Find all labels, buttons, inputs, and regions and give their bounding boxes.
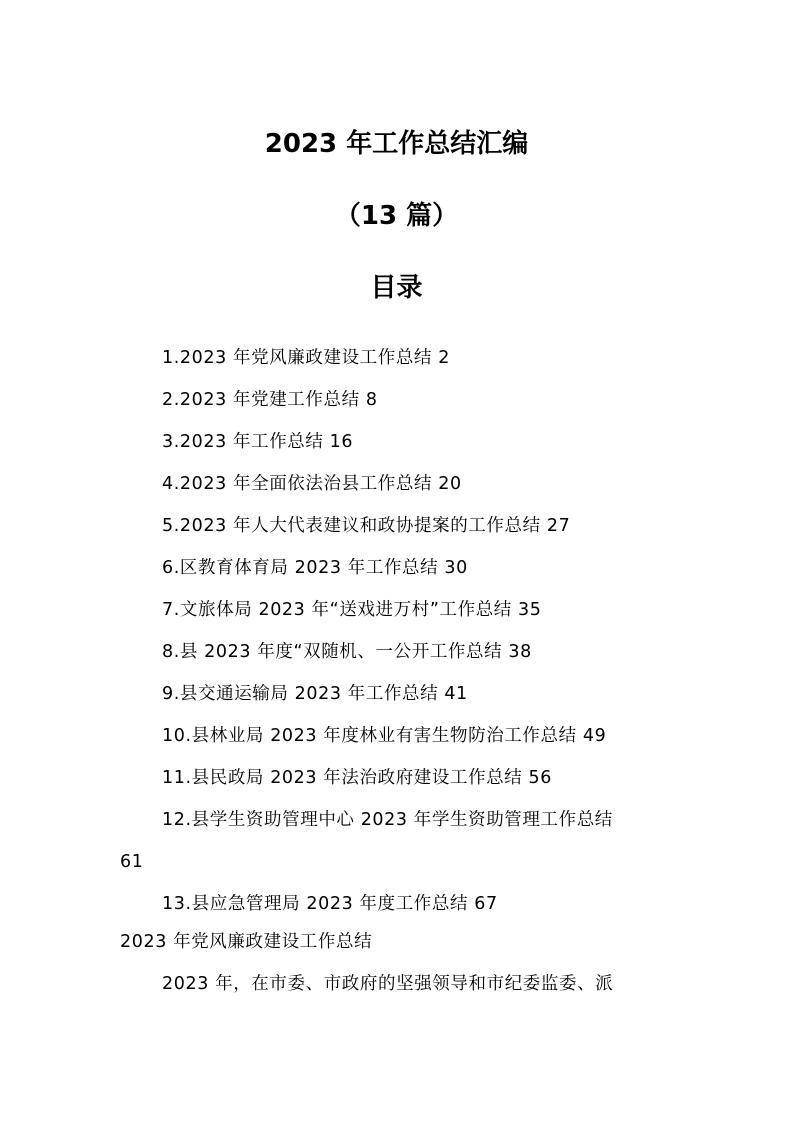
toc-item[interactable]: 11.县民政局 2023 年法治政府建设工作总结 56 — [162, 768, 553, 788]
toc-item[interactable]: 10.县林业局 2023 年度林业有害生物防治工作总结 49 — [162, 726, 607, 746]
toc-item[interactable]: 6.区教育体育局 2023 年工作总结 30 — [162, 558, 468, 578]
toc-item[interactable]: 8.县 2023 年度“双随机、一公开工作总结 38 — [162, 642, 532, 662]
section-paragraph: 2023 年，在市委、市政府的坚强领导和市纪委监委、派 — [162, 974, 614, 994]
toc-item[interactable]: 7.文旅体局 2023 年“送戏进万村”工作总结 35 — [162, 600, 542, 620]
toc-item[interactable] — [0, 805, 793, 889]
toc-heading: 目录 — [370, 273, 423, 303]
toc-item[interactable]: 2.2023 年党建工作总结 8 — [162, 390, 378, 410]
toc-item[interactable]: 9.县交通运输局 2023 年工作总结 41 — [162, 684, 468, 704]
toc-item[interactable]: 13.县应急管理局 2023 年度工作总结 67 — [162, 894, 498, 914]
document-title: 2023 年工作总结汇编 — [264, 129, 529, 159]
toc-item[interactable]: 1.2023 年党风廉政建设工作总结 2 — [162, 348, 450, 368]
toc-item-page-number: 61 — [120, 852, 144, 872]
table-of-contents — [0, 343, 793, 931]
toc-item-title: 12.县学生资助管理中心 2023 年学生资助管理工作总结 — [162, 810, 613, 830]
toc-item[interactable]: 5.2023 年人大代表建议和政协提案的工作总结 27 — [162, 516, 571, 536]
toc-item[interactable]: 3.2023 年工作总结 16 — [162, 432, 354, 452]
toc-item[interactable]: 4.2023 年全面依法治县工作总结 20 — [162, 474, 462, 494]
section-heading: 2023 年党风廉政建设工作总结 — [120, 932, 373, 952]
document-count: （13 篇） — [334, 201, 459, 231]
